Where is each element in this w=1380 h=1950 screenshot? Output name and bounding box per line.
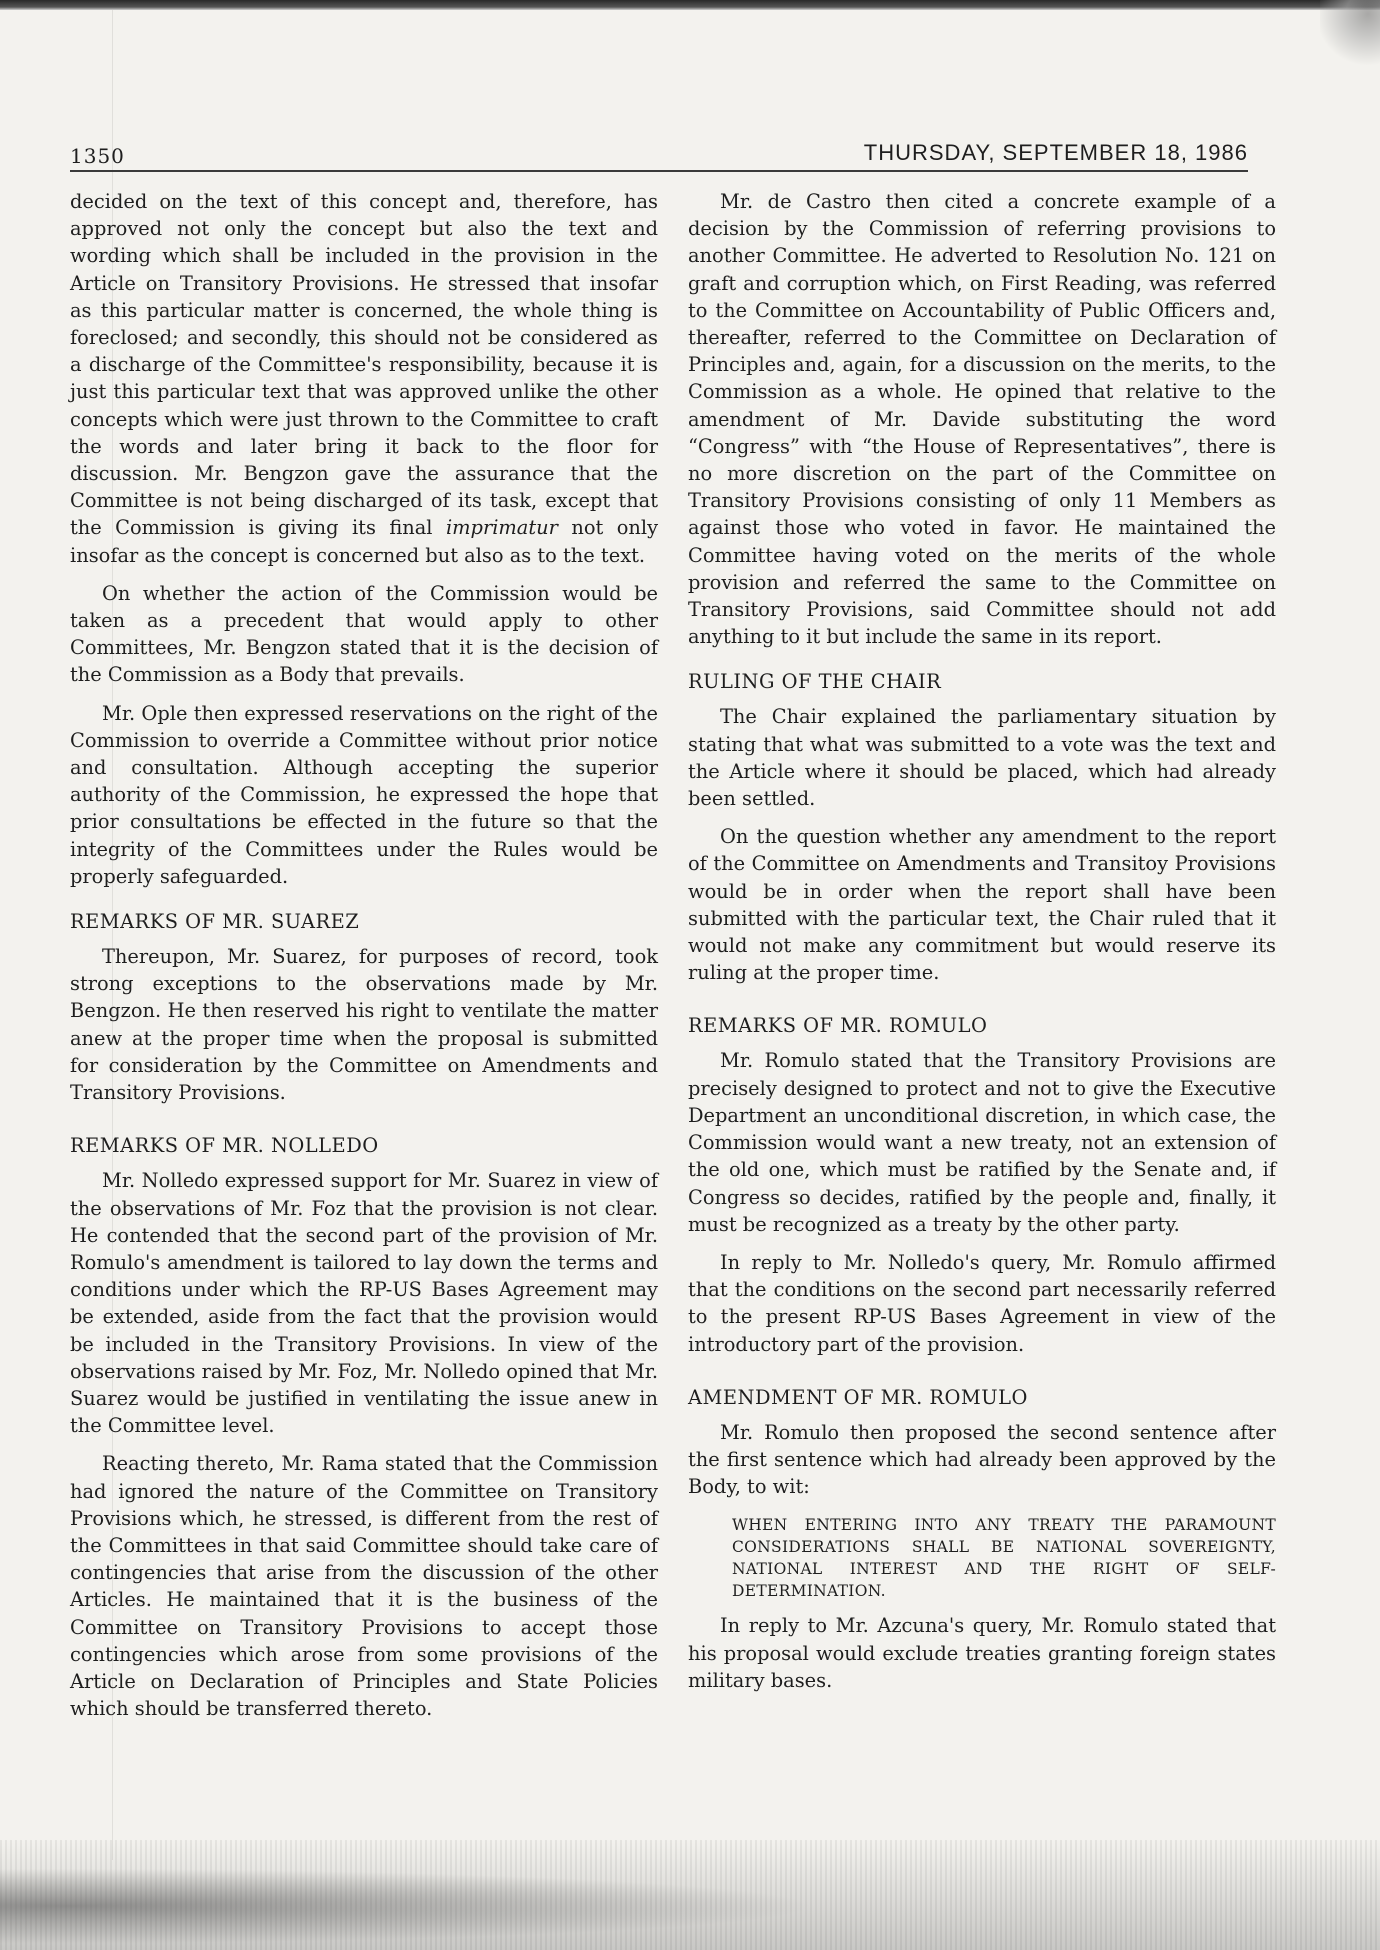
quoted-amendment: WHEN ENTERING INTO ANY TREATY THE PARAMOUNT CONSIDERATIONS SHALL BE NATIONAL SOVEREIGNTY, NATIONAL INTEREST AND THE RIGHT OF SELF-DETERMINATION. — [732, 1516, 1276, 1601]
paragraph: Mr. de Castro then cited a concrete example of a decision by the Commission of referring provisions to another Committee. He adverted to Resolution No. 121 on graft and corruption which, on First Reading, was referred to the Committee on Accountability of Public Officers and, thereafter, referred to the Committee on Declaration of Principles and, again, for a discussion on the merits, to the Commission as a whole. He opined that relative to the amendment of Mr. Davide substituting the word “Congress” with “the House of Representatives”, there is no more discretion on the part of the Committee on Transitory Provisions consisting of only 11 Members as against those who voted in favor. He maintained the Committee having voted on the merits of the whole provision and referred the same to the Committee on Transitory Provisions, said Committee should not add anything to it but include the same in its report. — [688, 190, 1276, 649]
paragraph: Mr. Romulo stated that the Transitory Provisions are precisely designed to protect and not to give the Executive Department an unconditional discretion, in which case, the Commission would want a new treaty, not an extension of the old one, which must be ratified by the Senate and, if Congress so decides, ratified by the people and, finally, it must be recognized as a treaty by the other party. — [688, 1049, 1276, 1236]
section-heading-romulo: REMARKS OF MR. ROMULO — [688, 1014, 988, 1038]
paragraph: On whether the action of the Commission would be taken as a precedent that would apply to other Committees, Mr. Bengzon stated that it is the decision of the Commission as a Body that prevails. — [70, 581, 658, 687]
section-heading-ruling-chair: RULING OF THE CHAIR — [688, 670, 942, 694]
page-header — [70, 128, 1248, 168]
paragraph: On the question whether any amendment to the report of the Committee on Amendments and Transitoy Provisions would be in order when the report shall have been submitted with the particular text, the Chair ruled that it would not make any commitment but would reserve its ruling at the proper time. — [688, 825, 1276, 985]
paragraph: Mr. Ople then expressed reservations on the right of the Commission to override a Committee without prior notice and consultation. Although accepting the superior authority of the Commission, he expressed the hope that prior consultations be effected in the future so that the integrity of the Committees under the Rules would be properly safeguarded. — [70, 701, 658, 888]
left-column — [70, 188, 658, 1733]
paragraph: Mr. Nolledo expressed support for Mr. Suarez in view of the observations of Mr. Foz that the provision is not clear. He contended that the second part of the provision of Mr. Romulo's amendment is tailored to lay down the terms and conditions under which the RP-US Bases Agreement may be extended, aside from the fact that the provision would be included in the Transitory Provisions. In view of the observations raised by Mr. Foz, Mr. Nolledo opined that Mr. Suarez would be justified in ventilating the issue anew in the Committee level. — [70, 1169, 658, 1438]
section-heading-suarez: REMARKS OF MR. SUAREZ — [70, 910, 360, 934]
italic-term: imprimatur — [445, 516, 558, 540]
header-rule — [70, 170, 1248, 172]
paragraph: In reply to Mr. Nolledo's query, Mr. Romulo affirmed that the conditions on the second part necessarily referred to the present RP-US Bases Agreement in view of the introductory part of the provision. — [688, 1250, 1276, 1356]
paragraph: The Chair explained the parliamentary situation by stating that what was submitted to a vote was the text and the Article where it should be placed, which had already been settled. — [688, 705, 1276, 811]
section-heading-amendment-romulo: AMENDMENT OF MR. ROMULO — [688, 1385, 1028, 1409]
page-number: 1350 — [70, 144, 125, 168]
paragraph: Mr. Romulo then proposed the second sentence after the first sentence which had already been approved by the Body, to wit: — [688, 1420, 1276, 1499]
section-heading-nolledo: REMARKS OF MR. NOLLEDO — [70, 1134, 379, 1158]
scan-bottom-noise — [0, 1840, 1380, 1950]
running-head-date: THURSDAY, SEPTEMBER 18, 1986 — [863, 140, 1248, 165]
paragraph: Reacting thereto, Mr. Rama stated that the Commission had ignored the nature of the Committee on Transitory Provisions which, he stressed, is different from the rest of the Committees in that said Committee should take care of contingencies that arise from the discussion of the other Articles. He maintained that it is the business of the Committee on Transitory Provisions to accept those contingencies which arose from some provisions of the Article on Declaration of Principles and State Policies which should be transferred thereto. — [70, 1452, 658, 1721]
right-column — [688, 188, 1276, 1705]
paragraph: Thereupon, Mr. Suarez, for purposes of record, took strong exceptions to the observations made by Mr. Bengzon. He then reserved his right to ventilate the matter anew at the proper time when the proposal is submitted for consideration by the Committee on Amendments and Transitory Provisions. — [70, 945, 658, 1105]
scan-corner-mark — [1320, 0, 1380, 70]
scan-top-border — [0, 0, 1380, 10]
paragraph: decided on the text of this concept and, therefore, has approved not only the concept but also the text and wording which shall be included in the provision in the Article on Transitory Provisions. He stressed that insofar as this particular matter is concerned, the whole thing is foreclosed; and secondly, this should not be considered as a discharge of the Committee's responsibility, because it is just this particular text that was approved unlike the other concepts which were just thrown to the Committee to craft the words and later bring it back to the floor for discussion. Mr. Bengzon gave the assurance that the Committee is not being discharged of its task, except that the Commission is giving its final imprimatur not only insofar as the concept is concerned but also as to the text. — [70, 190, 659, 567]
paragraph: In reply to Mr. Azcuna's query, Mr. Romulo stated that his proposal would exclude treaties granting foreign states military bases. — [688, 1614, 1276, 1692]
